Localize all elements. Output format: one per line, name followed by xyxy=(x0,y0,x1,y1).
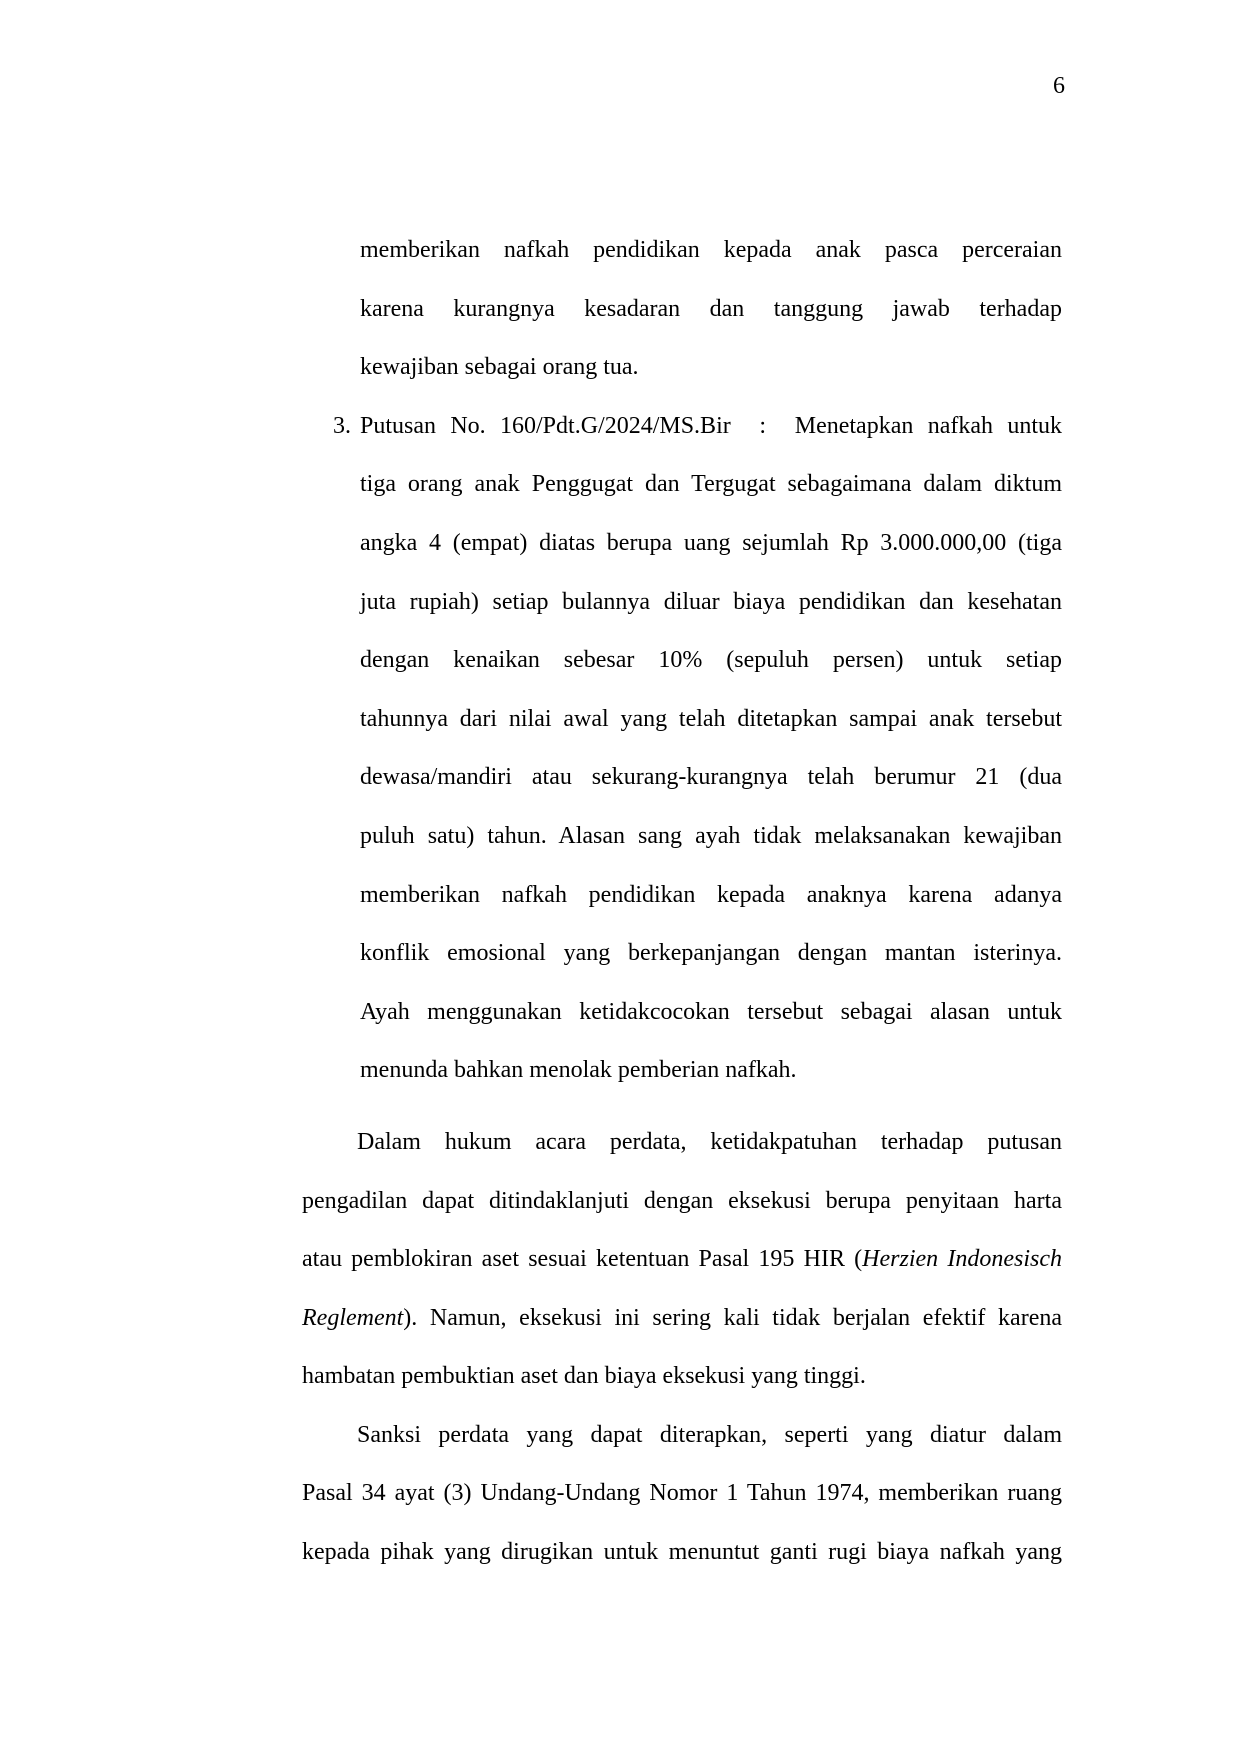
text-line xyxy=(360,514,1062,573)
text-run: ). Namun, eksekusi ini sering kali tidak berjalan efektif karena xyxy=(403,1304,1062,1331)
text-run: Dalam hukum acara perdata, ketidakpatuhan terhadap putusan xyxy=(357,1128,1062,1155)
document-body xyxy=(302,221,1062,1582)
text-run: dengan kenaikan sebesar 10% (sepuluh persen) untuk setiap xyxy=(360,647,1062,674)
text-line xyxy=(360,983,1062,1042)
text-line xyxy=(360,807,1062,866)
text-run: Sanksi perdata yang dapat diterapkan, seperti yang diatur dalam xyxy=(357,1421,1062,1448)
text-run: dewasa/mandiri atau sekurang-kurangnya telah berumur 21 (dua xyxy=(360,764,1062,791)
text-line xyxy=(360,573,1062,632)
text-run: karena kurangnya kesadaran dan tanggung jawab terhadap xyxy=(360,295,1062,322)
text-run: tahunnya dari nilai awal yang telah ditetapkan sampai anak tersebut xyxy=(360,705,1062,732)
text-run: Ayah menggunakan ketidakcocokan tersebut sebagai alasan untuk xyxy=(360,998,1062,1025)
text-line xyxy=(302,1172,1062,1231)
text-line xyxy=(360,924,1062,983)
text-line xyxy=(360,280,1062,339)
italic-text-run: Reglement xyxy=(302,1304,404,1331)
text-line xyxy=(302,1464,1062,1523)
text-run: Putusan No. 160/Pdt.G/2024/MS.Bir : Menetapkan nafkah untuk xyxy=(360,412,1062,439)
text-line xyxy=(360,866,1062,925)
text-line xyxy=(360,631,1062,690)
text-run: hambatan pembuktian aset dan biaya eksekusi yang tinggi. xyxy=(302,1363,866,1390)
text-line xyxy=(302,1523,1062,1582)
page-number: 6 xyxy=(1053,73,1065,99)
text-run: tiga orang anak Penggugat dan Tergugat sebagaimana dalam diktum xyxy=(360,471,1062,498)
text-run: puluh satu) tahun. Alasan sang ayah tidak melaksanakan kewajiban xyxy=(360,822,1062,849)
text-line xyxy=(302,1113,1062,1172)
text-line xyxy=(360,1041,1062,1100)
text-run: menunda bahkan menolak pemberian nafkah. xyxy=(360,1057,797,1084)
text-line xyxy=(333,397,1062,456)
text-line xyxy=(302,1406,1062,1465)
text-run: memberikan nafkah pendidikan kepada anak pasca perceraian xyxy=(360,237,1062,263)
text-run: Pasal 34 ayat (3) Undang-Undang Nomor 1 Tahun 1974, memberikan ruang xyxy=(302,1480,1062,1507)
text-line xyxy=(360,748,1062,807)
text-run: angka 4 (empat) diatas berupa uang sejumlah Rp 3.000.000,00 (tiga xyxy=(360,529,1062,556)
text-run: konflik emosional yang berkepanjangan dengan mantan isterinya. xyxy=(360,940,1062,967)
list-continuation-0 xyxy=(360,221,1062,397)
text-line xyxy=(360,221,1062,280)
text-run: kepada pihak yang dirugikan untuk menuntut ganti rugi biaya nafkah yang xyxy=(302,1539,1062,1566)
text-line xyxy=(360,455,1062,514)
text-line xyxy=(360,338,1062,397)
list-item-1 xyxy=(333,397,1062,1100)
text-line xyxy=(302,1347,1062,1406)
paragraph-2 xyxy=(302,1113,1062,1406)
text-run: pengadilan dapat ditindaklanjuti dengan eksekusi berupa penyitaan harta xyxy=(302,1187,1062,1214)
paragraph-3 xyxy=(302,1406,1062,1582)
italic-text-run: Herzien Indonesisch xyxy=(862,1246,1062,1273)
text-run: memberikan nafkah pendidikan kepada anaknya karena adanya xyxy=(360,881,1062,908)
text-run: atau pemblokiran aset sesuai ketentuan Pasal 195 HIR ( xyxy=(302,1246,863,1273)
text-line xyxy=(302,1230,1062,1289)
text-line xyxy=(360,690,1062,749)
text-run: kewajiban sebagai orang tua. xyxy=(360,354,639,381)
text-run: juta rupiah) setiap bulannya diluar biaya pendidikan dan kesehatan xyxy=(360,588,1062,615)
text-line xyxy=(302,1289,1062,1348)
list-number: 3. xyxy=(333,412,351,439)
